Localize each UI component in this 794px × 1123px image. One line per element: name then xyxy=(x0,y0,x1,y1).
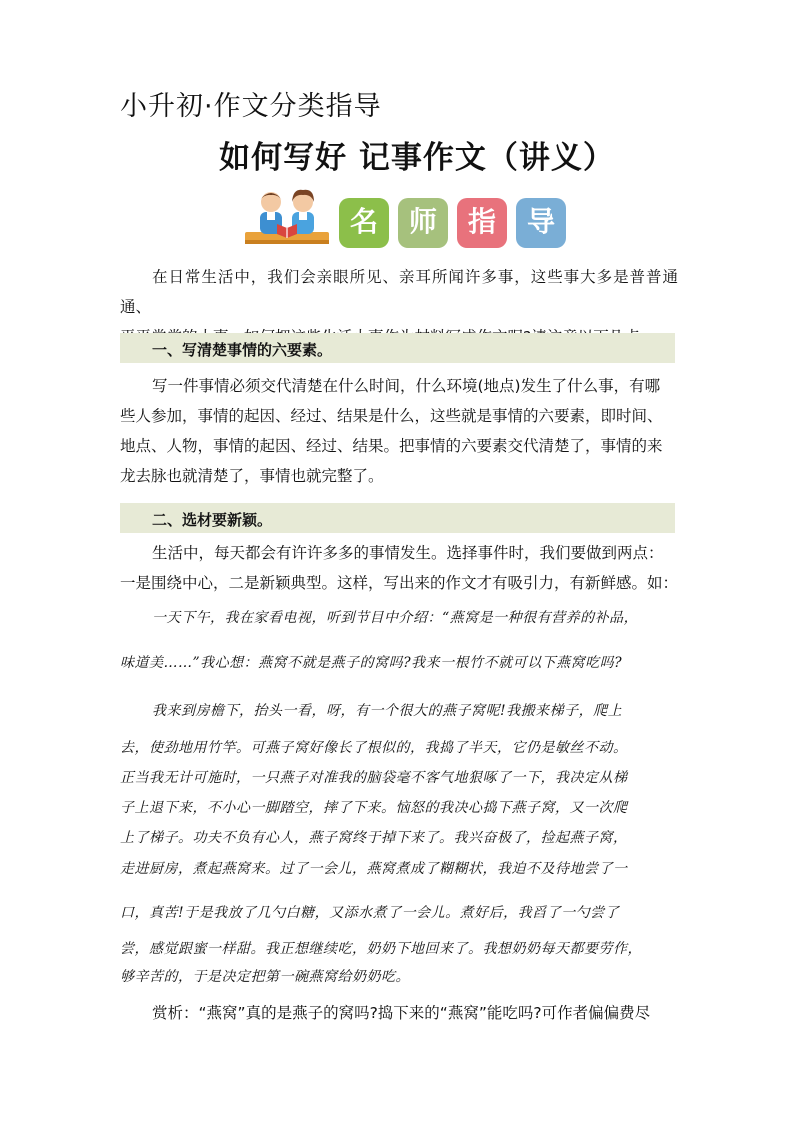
analysis-paragraph xyxy=(120,998,678,1028)
analysis-label: 赏析： xyxy=(152,1004,199,1022)
paragraph-line: 地点、人物，事情的起因、经过、结果。把事情的六要素交代清楚了，事情的来 xyxy=(120,437,663,455)
analysis-text: “燕窝”真的是燕子的窝吗?捣下来的“燕窝”能吃吗?可作者偏偏费尽 xyxy=(198,1004,651,1022)
teacher-student-reading-illustration xyxy=(243,188,331,248)
section-heading: 一、写清楚事情的六要素。 xyxy=(152,341,333,359)
story-line: 口，真苦!于是我放了几勺白糖，又添水煮了一会儿。煮好后，我舀了一勺尝了 xyxy=(120,905,620,921)
story-line: 正当我无计可施时，一只燕子对准我的脑袋毫不客气地狠啄了一下，我决定从梯 xyxy=(120,770,628,786)
section-heading-bar xyxy=(120,333,675,363)
badge-ming: 名 xyxy=(339,198,389,248)
story-line: 够辛苦的，于是决定把第一碗燕窝给奶奶吃。 xyxy=(120,969,410,985)
story-line: 尝，感觉跟蜜一样甜。我正想继续吃，奶奶下地回来了。我想奶奶每天都要劳作， xyxy=(120,941,642,957)
paragraph-line: 龙去脉也就清楚了，事情也就完整了。 xyxy=(120,467,384,485)
paragraph-line: 写一件事情必须交代清楚在什么时间，什么环境(地点)发生了什么事，有哪 xyxy=(152,377,661,395)
section-heading-bar xyxy=(120,503,675,533)
badge-shi: 师 xyxy=(398,198,448,248)
series-title: 小升初·作文分类指导 xyxy=(120,91,382,122)
story-line: 走进厨房，煮起燕窝来。过了一会儿，燕窝煮成了糊糊状，我迫不及待地尝了一 xyxy=(120,861,628,877)
paragraph-line: 生活中，每天都会有许许多多的事情发生。选择事件时，我们要做到两点： xyxy=(152,544,664,562)
section-paragraph xyxy=(120,371,678,491)
main-title: 如何写好 记事作文（讲义） xyxy=(219,140,615,176)
paragraph-line: 些人参加，事情的起因、经过、结果是什么，这些就是事情的六要素，即时间、 xyxy=(120,407,663,425)
story-line: 子上退下来，不小心一脚踏空，摔了下来。恼怒的我决心捣下燕子窝，又一次爬 xyxy=(120,800,628,816)
teacher-guidance-banner xyxy=(243,188,573,248)
story-line: 一天下午，我在家看电视，听到节目中介绍：“燕窝是一种很有营养的补品， xyxy=(152,610,639,626)
section-paragraph xyxy=(120,538,678,598)
story-line: 去，使劲地用竹竿。可燕子窝好像长了根似的，我捣了半天，它仍是敏丝不动。 xyxy=(120,740,628,756)
story-line: 味道美……”我心想：燕窝不就是燕子的窝吗?我来一根竹不就可以下燕窝吃吗? xyxy=(120,655,623,671)
story-line: 上了梯子。功夫不负有心人，燕子窝终于掉下来了。我兴奋极了，捡起燕子窝， xyxy=(120,830,628,846)
story-line: 我来到房檐下，抬头一看，呀，有一个很大的燕子窝呢!我搬来梯子，爬上 xyxy=(152,703,623,719)
badge-zhi: 指 xyxy=(457,198,507,248)
badge-dao: 导 xyxy=(516,198,566,248)
intro-line: 在日常生活中，我们会亲眼所见、亲耳所闻许多事，这些事大多是普普通通、 xyxy=(120,268,678,316)
section-heading: 二、选材要新颖。 xyxy=(152,511,273,529)
paragraph-line: 一是围绕中心，二是新颖典型。这样，写出来的作文才有吸引力，有新鲜感。如： xyxy=(120,574,679,592)
